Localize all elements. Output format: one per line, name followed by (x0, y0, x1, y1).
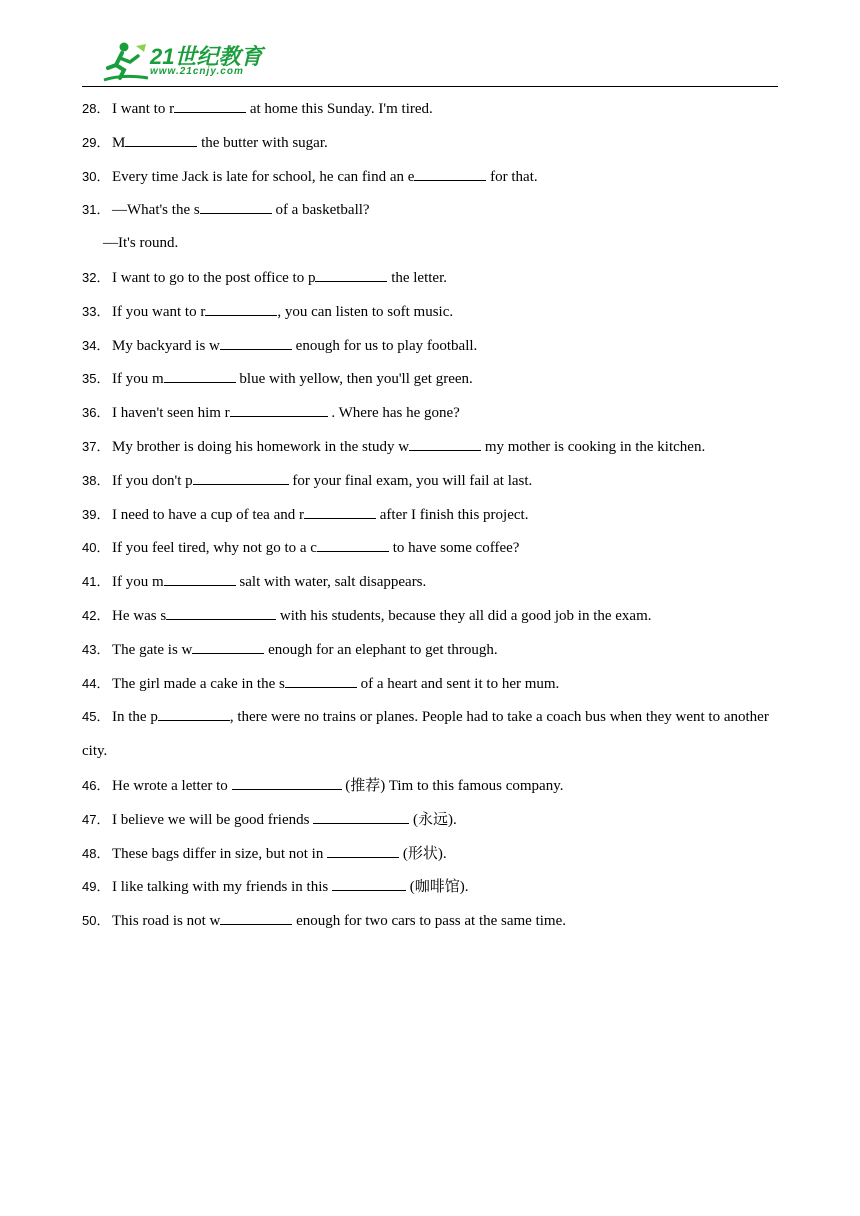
question-49: 49． I like talking with my friends in this (咖啡馆). (82, 870, 778, 904)
answer-blank[interactable] (220, 334, 292, 350)
answer-blank[interactable] (414, 165, 486, 181)
answer-blank[interactable] (232, 774, 342, 790)
question-44: 44． The girl made a cake in the s of a heart and sent it to her mum. (82, 667, 778, 701)
question-number: 50． (82, 913, 110, 929)
logo-text: 21世纪教育 (150, 44, 263, 69)
answer-blank[interactable] (409, 435, 481, 451)
question-47: 47． I believe we will be good friends (永远). (82, 803, 778, 837)
question-48: 48． These bags differ in size, but not in (形状). (82, 837, 778, 871)
question-number: 29． (82, 134, 110, 150)
question-30: 30． Every time Jack is late for school, he can find an e for that. (82, 160, 778, 194)
question-number: 39． (82, 506, 110, 522)
question-34: 34． My backyard is w enough for us to play football. (82, 329, 778, 363)
answer-blank[interactable] (304, 503, 376, 519)
answer-blank[interactable] (200, 198, 272, 214)
question-number: 40． (82, 540, 110, 556)
answer-blank[interactable] (192, 638, 264, 654)
answer-blank[interactable] (164, 367, 236, 383)
question-37: 37． My brother is doing his homework in the study w my mother is cooking in the kitchen. (82, 430, 778, 464)
question-number: 28． (82, 101, 110, 116)
question-number: 44． (82, 675, 110, 691)
question-number: 45． (82, 709, 110, 725)
question-number: 47． (82, 811, 110, 827)
question-50: 50． This road is not w enough for two cars to pass at the same time. (82, 904, 778, 938)
question-number: 49． (82, 879, 110, 895)
question-number: 41． (82, 574, 110, 590)
question-41: 41． If you m salt with water, salt disappears. (82, 565, 778, 599)
question-38: 38． If you don't p for your final exam, you will fail at last. (82, 464, 778, 498)
question-31-answer: —It's round. (103, 235, 179, 252)
question-45: 45． In the p , there were no trains or planes. People had to take a coach bus when they went to another city. (82, 700, 778, 769)
answer-blank[interactable] (193, 469, 289, 485)
question-40: 40． If you feel tired, why not go to a c to have some coffee? (82, 531, 778, 565)
question-number: 31． (82, 202, 110, 218)
question-number: 30． (82, 168, 110, 184)
answer-blank[interactable] (164, 570, 236, 586)
question-number: 32． (82, 269, 110, 285)
question-28: 28． I want to r at home this Sunday. I'm tired. (82, 92, 778, 126)
answer-blank[interactable] (220, 909, 292, 925)
question-number: 43． (82, 641, 110, 657)
answer-blank[interactable] (166, 604, 276, 620)
question-35: 35． If you m blue with yellow, then you'll get green. (82, 362, 778, 396)
question-32: 32． I want to go to the post office to p the letter. (82, 261, 778, 295)
answer-blank[interactable] (158, 705, 230, 721)
answer-blank[interactable] (315, 266, 387, 282)
answer-blank[interactable] (230, 401, 328, 417)
answer-blank[interactable] (205, 300, 277, 316)
question-36: 36． I haven't seen him r . Where has he gone? (82, 396, 778, 430)
question-42: 42． He was s with his students, because they all did a good job in the exam. (82, 599, 778, 633)
question-number: 34． (82, 337, 110, 353)
answer-blank[interactable] (174, 97, 246, 113)
question-43: 43． The gate is w enough for an elephant to get through. (82, 633, 778, 667)
question-number: 38． (82, 472, 110, 488)
answer-blank[interactable] (327, 842, 399, 858)
runner-logo-icon (102, 40, 152, 84)
answer-blank[interactable] (285, 672, 357, 688)
question-number: 36． (82, 405, 110, 421)
question-number: 48． (82, 845, 110, 861)
question-31: 31． —What's the s of a basketball? (82, 193, 778, 227)
question-number: 35． (82, 371, 110, 387)
logo-url: www.21cnjy.com (150, 66, 244, 77)
question-29: 29． M the butter with sugar. (82, 126, 778, 160)
question-33: 33． If you want to r , you can listen to soft music. (82, 295, 778, 329)
page-header (82, 38, 778, 87)
question-number: 42． (82, 607, 110, 623)
question-39: 39． I need to have a cup of tea and r after I finish this project. (82, 498, 778, 532)
question-list (82, 92, 778, 938)
answer-blank[interactable] (313, 808, 409, 824)
logo (102, 40, 272, 84)
question-number: 46． (82, 777, 110, 793)
answer-blank[interactable] (125, 131, 197, 147)
answer-blank[interactable] (317, 536, 389, 552)
question-46: 46． He wrote a letter to (推荐) Tim to this famous company. (82, 769, 778, 803)
answer-blank[interactable] (332, 875, 406, 891)
question-number: 37． (82, 438, 110, 454)
question-number: 33． (82, 303, 110, 319)
